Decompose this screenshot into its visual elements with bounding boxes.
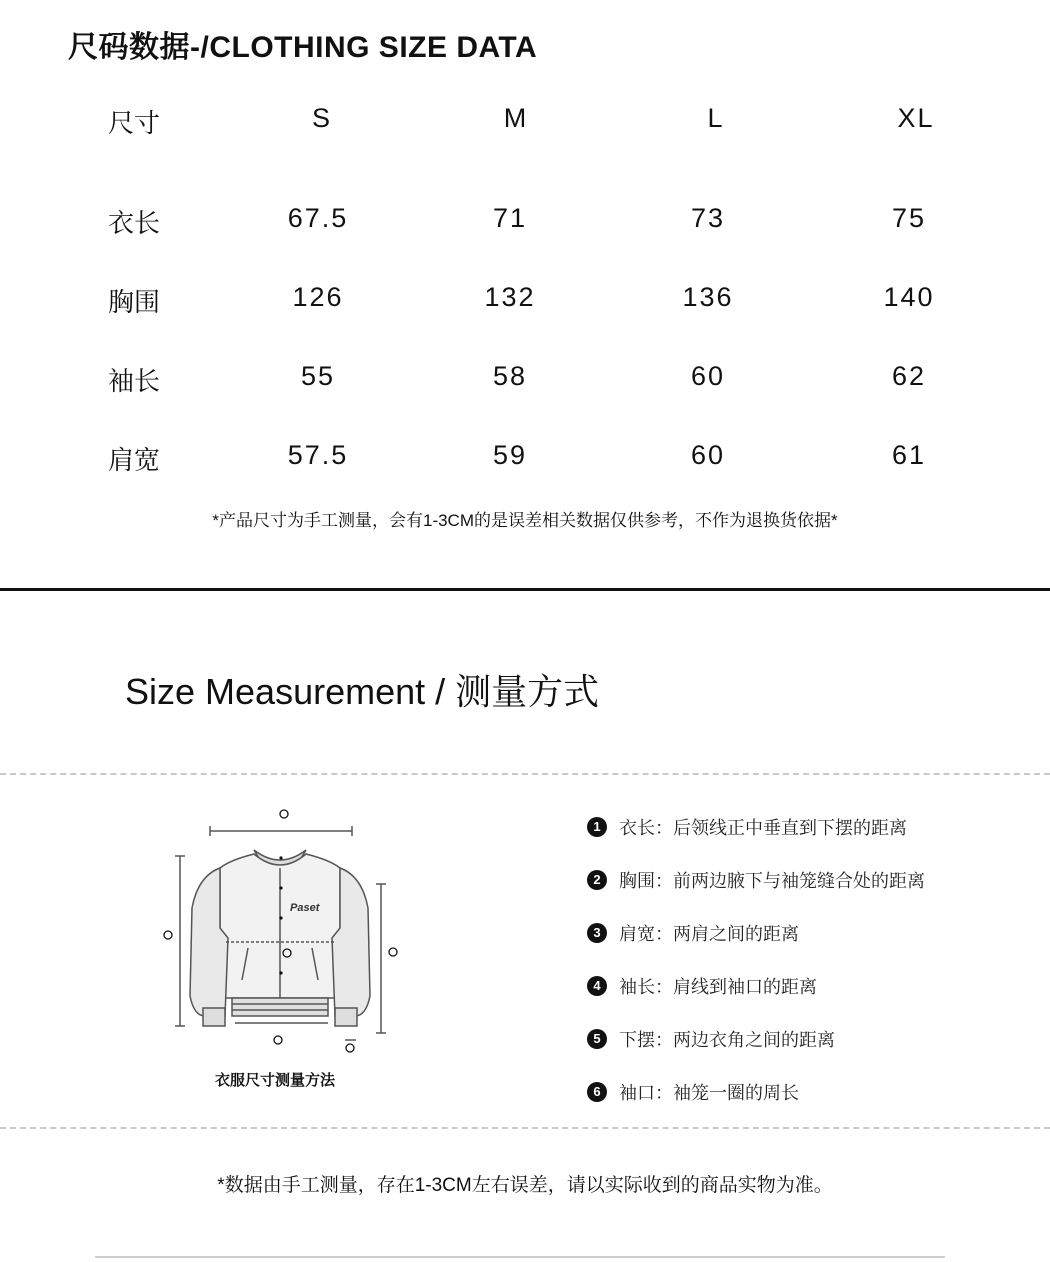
table-cell: 136 xyxy=(682,282,734,312)
measurement-text: 衣长：后领线正中垂直到下摆的距离 xyxy=(619,817,907,838)
measurement-text: 下摆：两边衣角之间的距离 xyxy=(619,1029,835,1050)
list-item xyxy=(587,1065,925,1118)
bottom-divider xyxy=(95,1256,945,1258)
measurement-text: 胸围：前两边腋下与袖笼缝合处的距离 xyxy=(619,870,925,891)
table-cell: 57.5 xyxy=(287,440,349,470)
table-cell: 59 xyxy=(492,440,528,470)
dotted-divider-top xyxy=(0,773,1050,775)
number-badge: 3 xyxy=(587,923,607,943)
table-cell: 58 xyxy=(492,361,528,391)
table-cell: 60 xyxy=(690,361,726,391)
list-item xyxy=(587,959,925,1012)
size-table-note: *产品尺寸为手工测量，会有1-3CM的是误差相关数据仅供参考，不作为退换货依据* xyxy=(212,511,838,530)
measurement-text: 袖长：肩线到袖口的距离 xyxy=(619,976,817,997)
number-badge: 5 xyxy=(587,1029,607,1049)
measurement-text: 肩宽：两肩之间的距离 xyxy=(619,923,799,944)
row-label-sleeve: 袖长 xyxy=(108,366,161,396)
section-divider xyxy=(0,588,1050,591)
number-badge: 1 xyxy=(587,817,607,837)
table-cell: 140 xyxy=(883,282,935,312)
list-item xyxy=(587,853,925,906)
size-header-l: L xyxy=(707,103,725,133)
list-item xyxy=(587,800,925,853)
table-cell: 126 xyxy=(292,282,344,312)
table-corner-label: 尺寸 xyxy=(108,108,161,138)
table-cell: 71 xyxy=(492,203,528,233)
number-badge: 2 xyxy=(587,870,607,890)
jacket-diagram xyxy=(150,798,430,1068)
size-header-m: M xyxy=(503,103,529,133)
list-item xyxy=(587,1012,925,1065)
diagram-caption: 衣服尺寸测量方法 xyxy=(215,1072,336,1089)
table-cell: 61 xyxy=(891,440,927,470)
table-cell: 75 xyxy=(891,203,927,233)
size-header-xl: XL xyxy=(897,103,935,133)
list-item xyxy=(587,906,925,959)
measurement-text: 袖口：袖笼一圈的周长 xyxy=(619,1082,799,1103)
table-cell: 67.5 xyxy=(287,203,349,233)
row-label-length: 衣长 xyxy=(108,208,161,238)
table-cell: 60 xyxy=(690,440,726,470)
dotted-divider-bottom xyxy=(0,1127,1050,1129)
row-label-shoulder: 肩宽 xyxy=(108,445,161,475)
table-cell: 132 xyxy=(484,282,536,312)
jacket-logo: Paset xyxy=(290,902,320,914)
row-label-chest: 胸围 xyxy=(108,287,161,317)
number-badge: 4 xyxy=(587,976,607,996)
table-cell: 62 xyxy=(891,361,927,391)
table-cell: 73 xyxy=(690,203,726,233)
page-title: 尺码数据-/CLOTHING SIZE DATA xyxy=(68,31,538,64)
number-badge: 6 xyxy=(587,1082,607,1102)
measurement-list xyxy=(587,800,925,1118)
measurement-title: Size Measurement / 测量方式 xyxy=(125,671,600,712)
size-header-s: S xyxy=(311,103,333,133)
measurement-note: *数据由手工测量，存在1-3CM左右误差，请以实际收到的商品实物为准。 xyxy=(217,1175,833,1196)
jacket-illustration xyxy=(150,798,430,1068)
table-cell: 55 xyxy=(300,361,336,391)
